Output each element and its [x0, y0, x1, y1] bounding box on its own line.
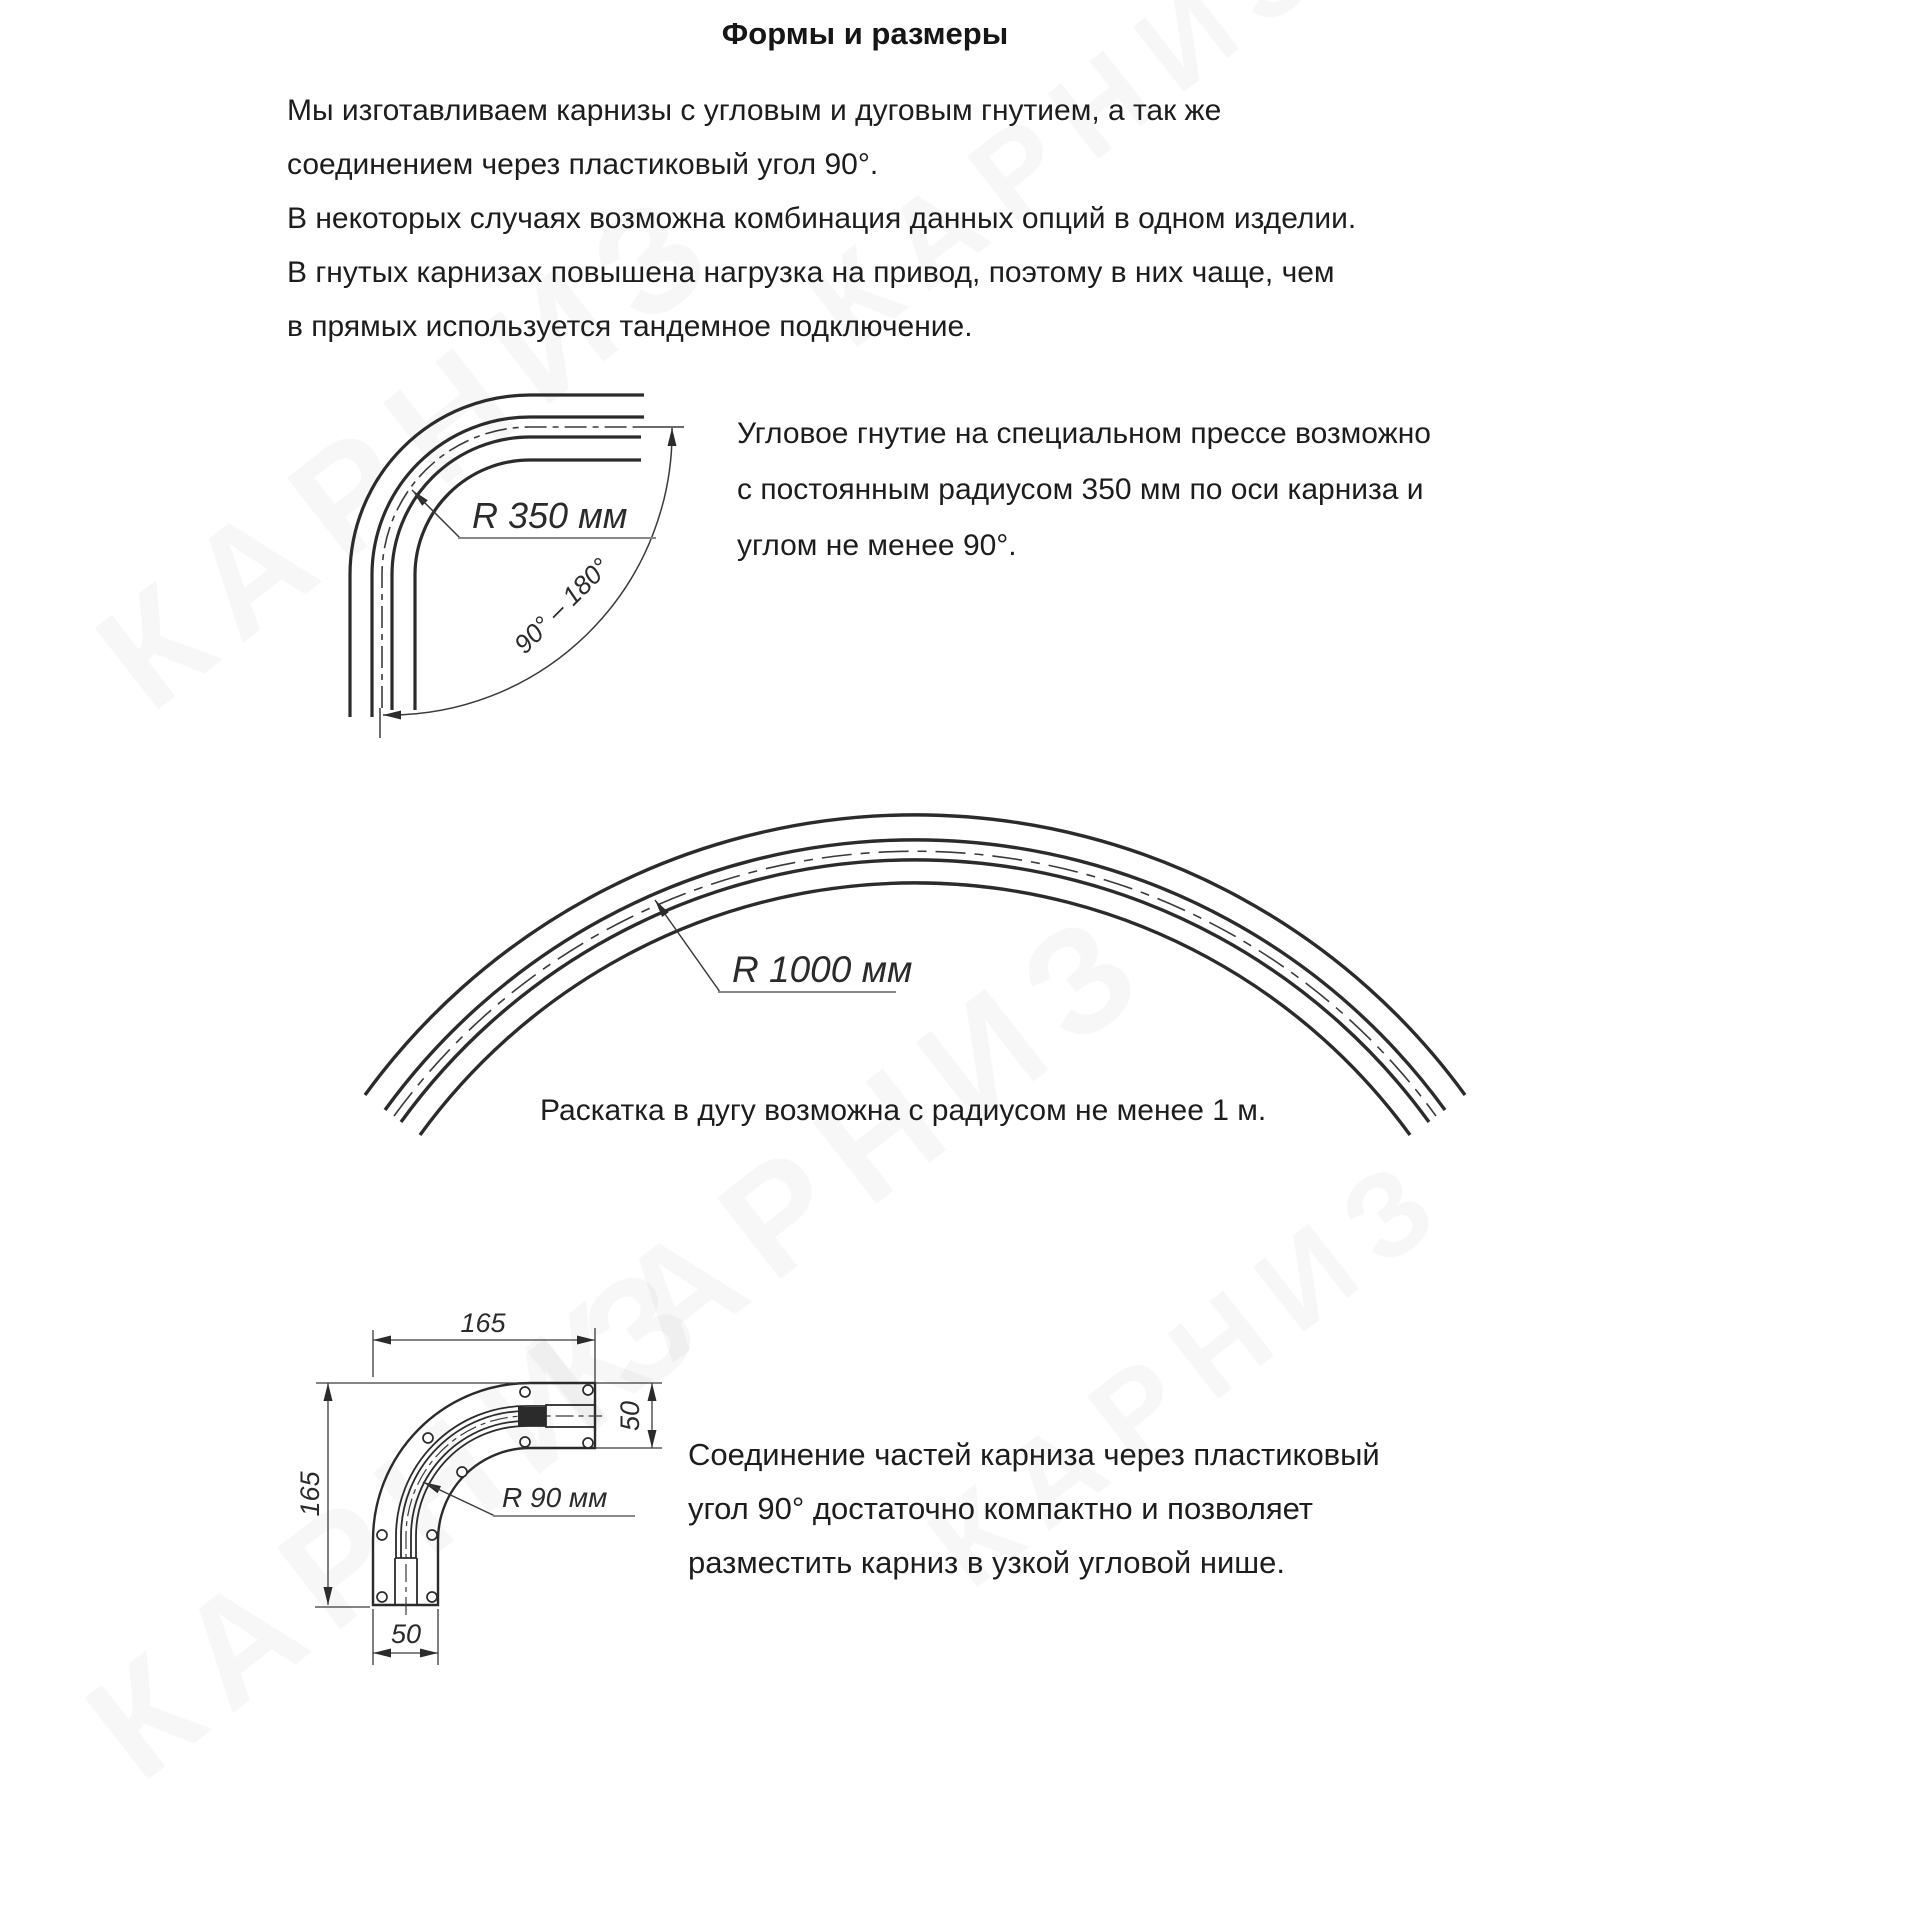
- intro-line: в прямых используется тандемное подключение.: [287, 310, 973, 343]
- intro-line: В гнутых карнизах повышена нагрузка на привод, поэтому в них чаще, чем: [287, 256, 1335, 289]
- arrowhead-icon: [668, 428, 677, 446]
- dimension-label-right: 50: [615, 1400, 645, 1432]
- radius-label: R 1000 мм: [732, 949, 913, 990]
- intro-line: В некоторых случаях возможна комбинация данных опций в одном изделии.: [287, 202, 1357, 235]
- dimension-label-bottom: 50: [390, 1619, 422, 1649]
- radius-label: R 350 мм: [472, 495, 628, 536]
- intro-line: Мы изготавливаем карнизы с угловым и дуговым гнутием, а так же: [287, 94, 1222, 127]
- page-title: Формы и размеры: [721, 16, 1009, 51]
- description-line: с постоянным радиусом 350 мм по оси карниза и: [737, 473, 1424, 506]
- radius-label: R 90 мм: [502, 1482, 608, 1513]
- arrowhead-icon: [383, 711, 401, 720]
- description-line: угол 90° достаточно компактно и позволяет: [688, 1491, 1314, 1526]
- centerline-dashed: [394, 851, 1436, 1116]
- angle-range-label: 90° – 180°: [507, 551, 616, 660]
- dimension-label-left: 165: [295, 1471, 325, 1517]
- description-line: Угловое гнутие на специальном прессе возможно: [737, 417, 1431, 450]
- description-line: углом не менее 90°.: [737, 529, 1017, 562]
- description-line: Соединение частей карниза через пластиковый: [688, 1437, 1380, 1472]
- corner-connector-description: [688, 1428, 1380, 1590]
- corner-connector-diagram: [290, 1300, 690, 1710]
- cornice-end-section: [518, 1407, 546, 1426]
- corner-bend-diagram: [300, 370, 700, 730]
- dimension-label-top: 165: [460, 1308, 506, 1338]
- intro-paragraph: [287, 84, 1356, 354]
- description-line: разместить карниз в узкой угловой нише.: [688, 1545, 1285, 1580]
- angle-dimension-arc: [383, 428, 672, 715]
- corner-bend-description: [737, 406, 1431, 574]
- intro-line: соединением через пластиковый угол 90°.: [287, 148, 879, 181]
- arc-bend-caption: Раскатка в дугу возможна с радиусом не менее 1 м.: [540, 1094, 1267, 1127]
